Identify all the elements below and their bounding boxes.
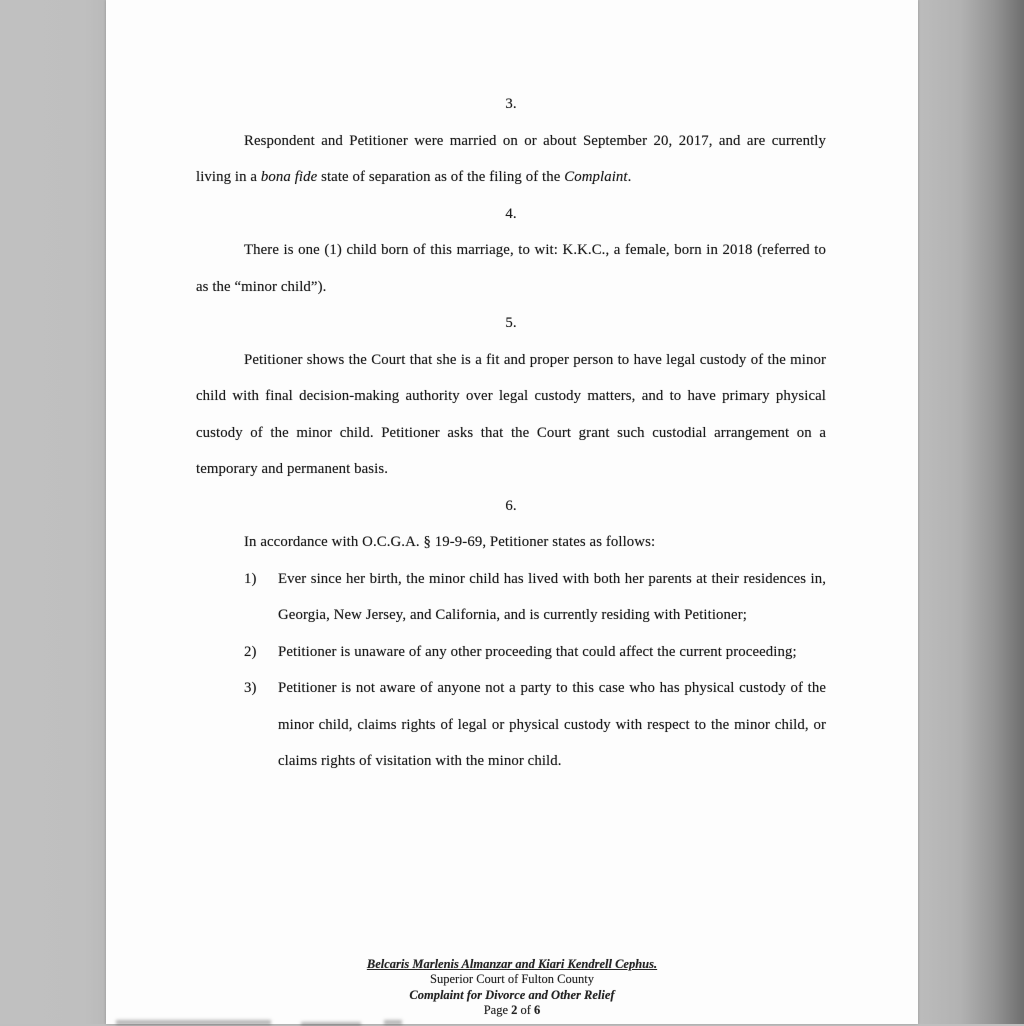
list-item-2: [244, 634, 826, 671]
list-item-2-text: Petitioner is unaware of any other proceeding that could affect the current proceeding;: [278, 643, 797, 660]
page-number: 2: [511, 1003, 518, 1018]
paragraph-text-italic: bona fide: [260, 169, 318, 185]
section-5-number: 5.: [505, 315, 517, 331]
scan-artifact-smudge: [384, 1020, 402, 1025]
page-total: 6: [534, 1003, 541, 1018]
list-item-3: [244, 670, 826, 780]
list-item-1-text: Ever since her birth, the minor child has lived with both her parents at their residences in, Georgia, New Jersey, and California, and is currently residing with Petitioner;: [278, 570, 826, 623]
scan-artifact-smudge: [116, 1020, 271, 1025]
section-5-paragraph: Petitioner shows the Court that she is a fit and proper person to have legal custody of the minor child with final decision-making authority over legal custody matters, and to have primary physical custody of the minor child. Petitioner asks that the Court grant such custodial arrangement on a temporary and permanent basis.: [196, 351, 826, 477]
list-item-1: [244, 561, 826, 634]
list-marker-2: 2): [244, 643, 257, 660]
paragraph-text-italic: Complaint: [564, 169, 628, 185]
page-word: Page: [483, 1003, 512, 1018]
page-footer: [106, 957, 918, 1019]
list-item-3-text: Petitioner is not aware of anyone not a party to this case who has physical custody of the minor child, claims rights of legal or physical custody with respect to the minor child, or claims rights of visitation with the minor child.: [278, 680, 826, 769]
list-marker-3: 3): [244, 680, 257, 696]
scan-shadow-right: [918, 0, 1024, 1024]
document-page: [106, 0, 918, 1024]
section-4-paragraph: There is one (1) child born of this marriage, to wit: K.K.C., a female, born in 2018 (referred to as the “minor child”).: [196, 242, 826, 295]
scan-artifact-smudge: [301, 1022, 361, 1026]
section-4-number: 4.: [505, 205, 517, 222]
footer-case-caption: Belcaris Marlenis Almanzar and Kiari Kendrell Cephus.: [366, 956, 658, 971]
section-3-paragraph: [196, 123, 826, 196]
list-marker-1: 1): [244, 570, 257, 587]
section-6-number: 6.: [505, 497, 517, 514]
footer-page-indicator: [106, 1003, 918, 1019]
of-word: of: [517, 1003, 535, 1018]
paragraph-text: state of separation as of the filing of the: [317, 169, 565, 185]
paragraph-text: Respondent and Petitioner were married on or about September 20, 2017, and are currently living in a: [196, 132, 826, 185]
footer-document-title: Complaint for Divorce and Other Relief: [409, 987, 615, 1002]
section-3-number: 3.: [505, 96, 517, 112]
scan-background-left: [0, 0, 106, 1024]
document-body: [106, 0, 826, 780]
paragraph-text: .: [627, 169, 632, 185]
footer-court-name: Superior Court of Fulton County: [430, 972, 594, 987]
section-6-intro: In accordance with O.C.G.A. § 19-9-69, Petitioner states as follows:: [244, 534, 656, 550]
